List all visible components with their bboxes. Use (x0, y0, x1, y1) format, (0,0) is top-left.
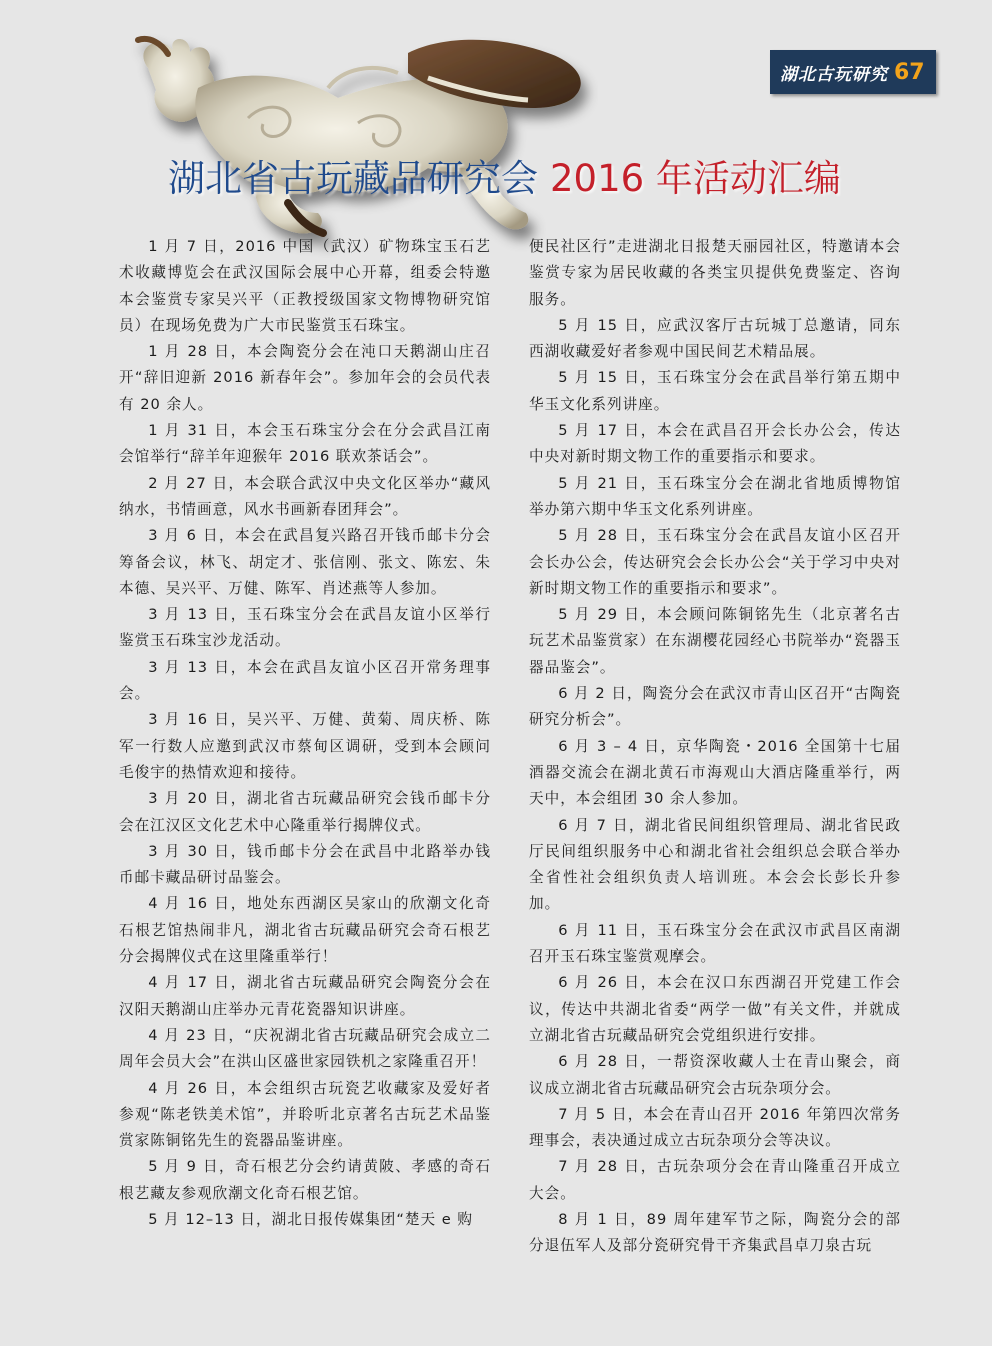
paragraph: 5 月 29 日，本会顾问陈铜铭先生（北京著名古玩艺术品鉴赏家）在东湖樱花园经心书院举办“瓷器玉器品鉴会”。 (529, 606, 901, 676)
paragraph: 8 月 1 日，89 周年建军节之际，陶瓷分会的部分退伍军人及部分瓷研究骨干齐集武昌卓刀泉古玩 (529, 1210, 901, 1255)
paragraph-continuation: 便民社区行”走进湖北日报楚天丽园社区，特邀请本会鉴赏专家为居民收藏的各类宝贝提供免费鉴定、咨询服务。 (529, 238, 901, 308)
publication-name: 湖北古玩研究 (780, 64, 888, 85)
jade-dragon-image (128, 28, 598, 258)
paragraph: 1 月 31 日，本会玉石珠宝分会在分会武昌江南会馆举行“辞羊年迎猴年 2016 联欢茶话会”。 (119, 422, 491, 466)
paragraph: 6 月 3 – 4 日，京华陶瓷・2016 全国第十七届酒器交流会在湖北黄石市海观山大酒店隆重举行，两天中，本会组团 30 余人参加。 (529, 737, 901, 808)
paragraph: 6 月 28 日，一帮资深收藏人士在青山聚会，商议成立湖北省古玩藏品研究会古玩杂项分会。 (529, 1053, 901, 1097)
paragraph: 6 月 2 日，陶瓷分会在武汉市青山区召开“古陶瓷研究分析会”。 (529, 685, 901, 729)
publication-badge (770, 50, 936, 94)
paragraph: 4 月 16 日，地处东西湖区吴家山的欣潮文化奇石根艺馆热闹非凡，湖北省古玩藏品研究会奇石根艺分会揭牌仪式在这里隆重举行！ (119, 895, 491, 966)
title-org: 湖北省古玩藏品研究会 (168, 157, 538, 200)
paragraph: 3 月 30 日，钱币邮卡分会在武昌中北路举办钱币邮卡藏品研讨品鉴会。 (119, 842, 491, 887)
paragraph: 5 月 17 日，本会在武昌召开会长办公会，传达中央对新时期文物工作的重要指示和要求。 (529, 422, 901, 466)
title-year: 2016 年活动汇编 (550, 157, 841, 200)
paragraph: 4 月 26 日，本会组织古玩瓷艺收藏家及爱好者参观“陈老铁美术馆”，并聆听北京著名古玩艺术品鉴赏家陈铜铭先生的瓷器品鉴讲座。 (119, 1079, 491, 1150)
paragraph: 7 月 28 日，古玩杂项分会在青山隆重召开成立大会。 (529, 1158, 901, 1202)
paragraph: 5 月 21 日，玉石珠宝分会在湖北省地质博物馆举办第六期中华玉文化系列讲座。 (529, 474, 901, 518)
paragraph: 5 月 15 日，应武汉客厅古玩城丁总邀请，同东西湖收藏爱好者参观中国民间艺术精品展。 (529, 316, 901, 361)
paragraph: 6 月 7 日，湖北省民间组织管理局、湖北省民政厅民间组织服务中心和湖北省社会组织总会联合举办全省性社会组织负责人培训班。本会会长彭长升参加。 (529, 816, 901, 913)
paragraph: 3 月 13 日，本会在武昌友谊小区召开常务理事会。 (119, 658, 491, 703)
paragraph: 3 月 20 日，湖北省古玩藏品研究会钱币邮卡分会在江汉区文化艺术中心隆重举行揭牌仪式。 (119, 790, 491, 834)
paragraph: 2 月 27 日，本会联合武汉中央文化区举办“藏风纳水，书情画意，风水书画新春团拜会”。 (119, 474, 491, 518)
paragraph: 3 月 16 日，吴兴平、万健、黄菊、周庆桥、陈军一行数人应邀到武汉市蔡甸区调研，受到本会顾问毛俊宇的热情欢迎和接待。 (119, 711, 491, 781)
paragraph: 4 月 17 日，湖北省古玩藏品研究会陶瓷分会在汉阳天鹅湖山庄举办元青花瓷器知识讲座。 (119, 974, 491, 1018)
paragraph: 1 月 7 日，2016 中国（武汉）矿物珠宝玉石艺术收藏博览会在武汉国际会展中心开幕，组委会特邀本会鉴赏专家吴兴平（正教授级国家文物博物研究馆员）在现场免费为广大市民鉴赏玉石珠宝。 (119, 238, 491, 334)
paragraph: 6 月 11 日，玉石珠宝分会在武汉市武昌区南湖召开玉石珠宝鉴赏观摩会。 (529, 921, 901, 966)
paragraph: 6 月 26 日，本会在汉口东西湖召开党建工作会议，传达中共湖北省委“两学一做”有关文件，并就成立湖北省古玩藏品研究会党组织进行安排。 (529, 974, 901, 1044)
right-column (529, 234, 901, 1260)
paragraph: 7 月 5 日，本会在青山召开 2016 年第四次常务理事会，表决通过成立古玩杂项分会等决议。 (529, 1105, 901, 1150)
page-number: 67 (894, 59, 925, 85)
paragraph: 3 月 13 日，玉石珠宝分会在武昌友谊小区举行鉴赏玉石珠宝沙龙活动。 (119, 606, 491, 650)
paragraph: 3 月 6 日，本会在武昌复兴路召开钱币邮卡分会筹备会议，林飞、胡定才、张信刚、张文、陈宏、朱本德、吴兴平、万健、陈军、肖述燕等人参加。 (119, 527, 491, 597)
paragraph: 4 月 23 日，“庆祝湖北省古玩藏品研究会成立二周年会员大会”在洪山区盛世家园铁机之家隆重召开！ (119, 1026, 491, 1071)
paragraph: 5 月 9 日，奇石根艺分会约请黄陂、孝感的奇石根艺藏友参观欣潮文化奇石根艺馆。 (119, 1158, 491, 1202)
paragraph: 5 月 15 日，玉石珠宝分会在武昌举行第五期中华玉文化系列讲座。 (529, 369, 901, 413)
paragraph: 5 月 12–13 日，湖北日报传媒集团“楚天 e 购 (148, 1210, 473, 1228)
left-column (119, 234, 491, 1233)
paragraph: 5 月 28 日，玉石珠宝分会在武昌友谊小区召开会长办公会，传达研究会会长办公会“关于学习中央对新时期文物工作的重要指示和要求”。 (529, 527, 901, 597)
page-title (168, 148, 888, 200)
paragraph: 1 月 28 日，本会陶瓷分会在沌口天鹅湖山庄召开“辞旧迎新 2016 新春年会”。参加年会的会员代表有 20 余人。 (119, 343, 491, 413)
